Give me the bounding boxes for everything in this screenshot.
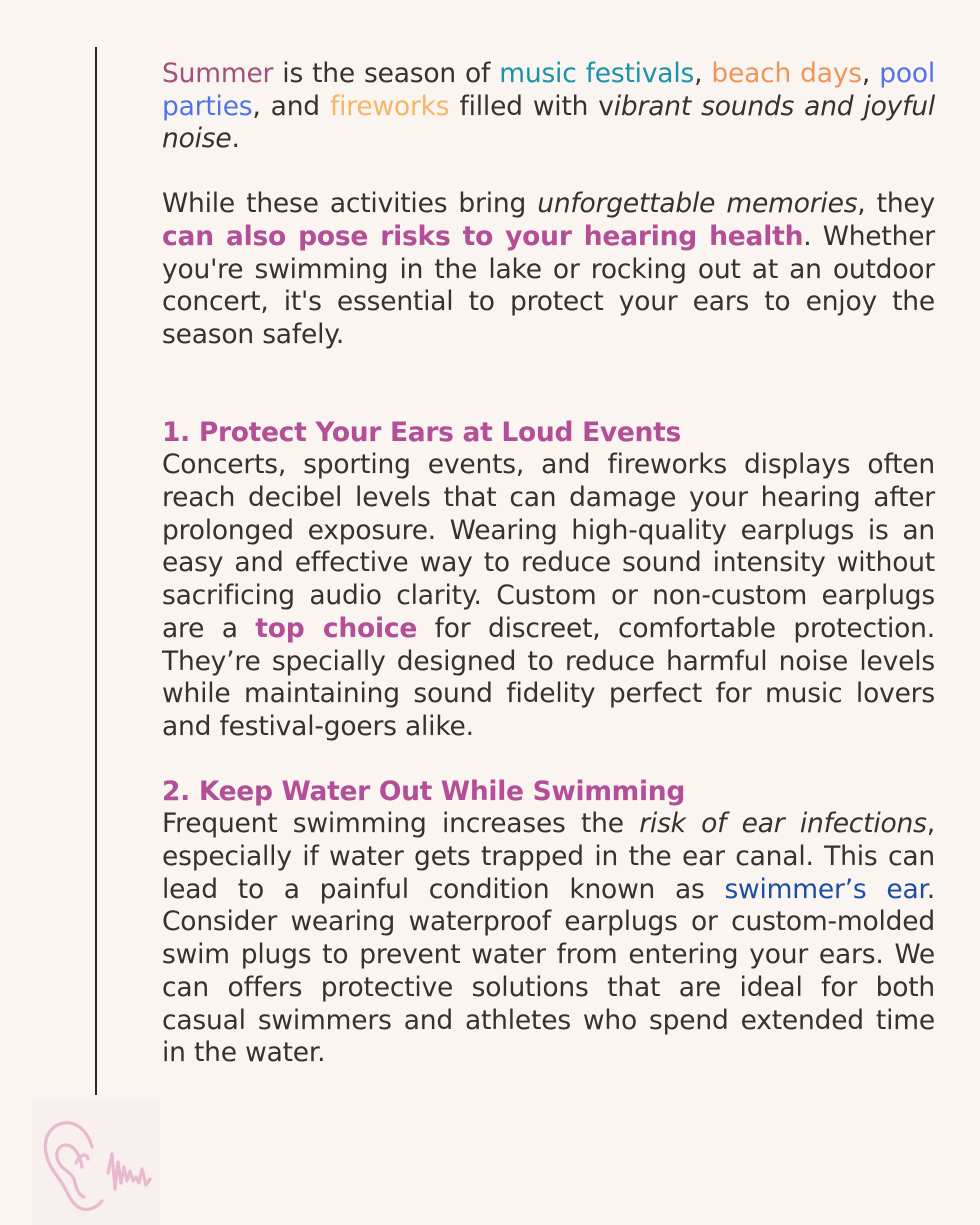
- swimmers-ear-text: swimmer’s ear: [724, 873, 927, 905]
- vibrant-sounds-text: ibrant sounds and joyful noise: [162, 90, 935, 155]
- section2-paragraph: Frequent swimming increases the risk of ear infections, especially if water gets trapped in the ear canal. This can lead to a painful condition known as swimmer’s ear. Consider wearing waterproof earplugs or custom-molded swim plugs to prevent water from entering your ears. We can offers protective solutions that are ideal for both casual swimmers and athletes who spend extended time in the water.: [162, 808, 935, 1069]
- left-vertical-rule: [95, 47, 97, 1095]
- music-festivals-text: music festivals: [499, 58, 695, 89]
- unforgettable-memories-text: unforgettable memories: [537, 188, 858, 220]
- risk-of-ear-infections-text: risk of ear infections: [639, 808, 927, 840]
- ear-logo: [32, 1097, 160, 1225]
- intro-paragraph: Summer is the season of music festivals, beach days, pool parties, and fireworks filled with vibrant sounds and joyful noise.: [162, 58, 936, 155]
- section1-heading: 1. Protect Your Ears at Loud Events: [162, 416, 681, 448]
- risks-paragraph: While these activities bring unforgettable memories, they can also pose risks to your hearing health. Whether you're swimming in the lake or rocking out at an outdoor concert, it's essential to protect your ears to enjoy the season safely.: [162, 188, 935, 350]
- pool-parties-text: pool parties: [162, 58, 936, 122]
- fireworks-text: fireworks: [329, 90, 450, 122]
- section2-heading: 2. Keep Water Out While Swimming: [162, 775, 685, 807]
- summer-word: Summer: [162, 58, 274, 89]
- beach-days-text: beach days: [711, 58, 862, 89]
- ear-soundwave-icon: [32, 1097, 160, 1225]
- top-choice-emphasis: top choice: [255, 612, 418, 644]
- article-body: [162, 58, 935, 1070]
- hearing-risk-emphasis: can also pose risks to your hearing health: [162, 220, 804, 252]
- section1-paragraph: Concerts, sporting events, and fireworks displays often reach decibel levels that can damage your hearing after prolonged exposure. Wearing high-quality earplugs is an easy and effective way to reduce sound intensity without sacrificing audio clarity. Custom or non-custom earplugs are a top choice for discreet, comfortable protection. They’re specially designed to reduce harmful noise levels while maintaining sound fidelity perfect for music lovers and festival-goers alike.: [162, 449, 935, 742]
